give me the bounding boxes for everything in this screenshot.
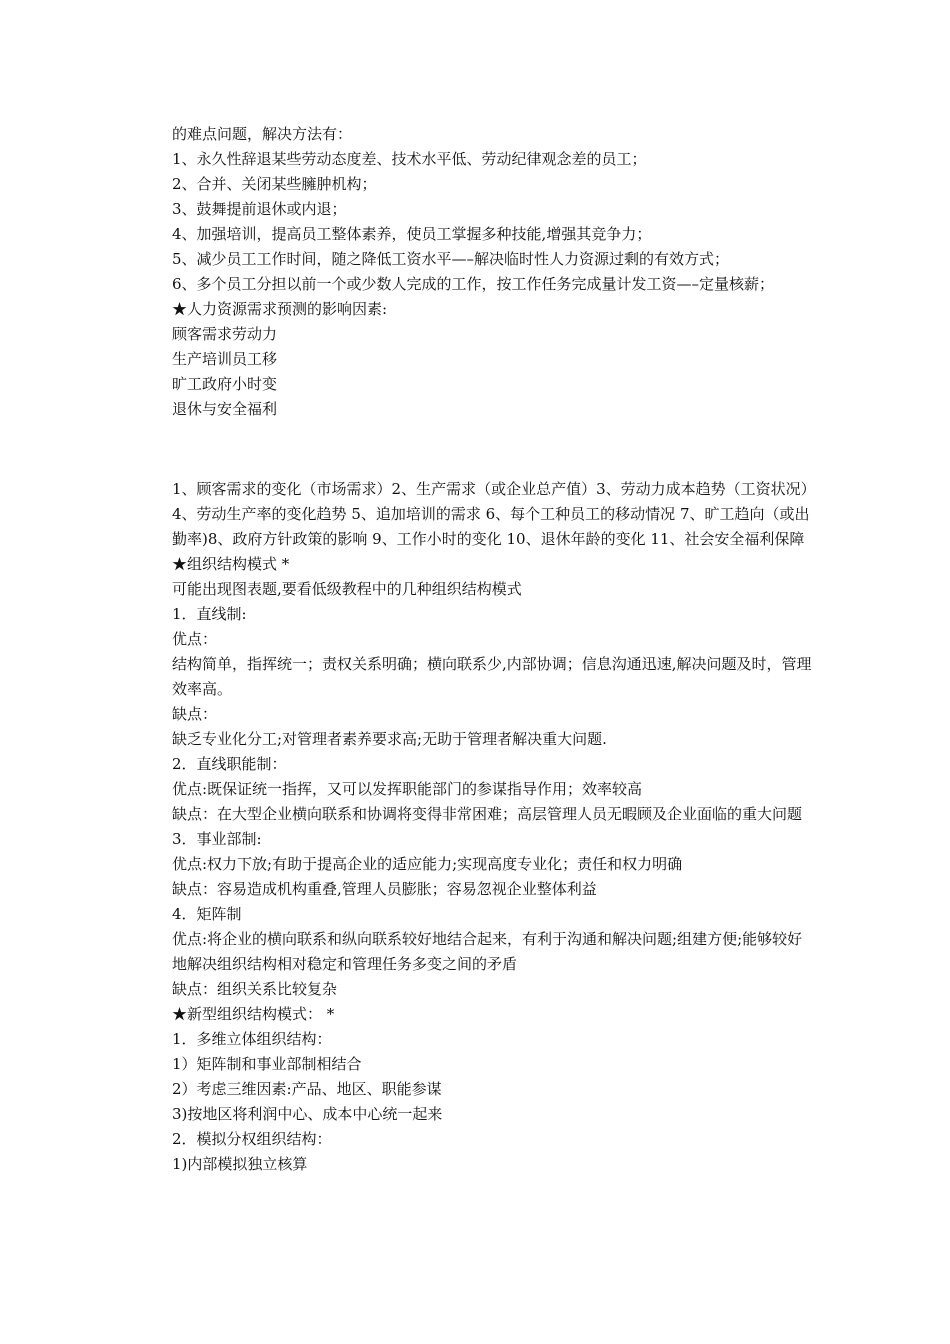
text-line: 2．模拟分权组织结构： bbox=[172, 1130, 332, 1148]
text-line: 5、减少员工工作时间，随之降低工资水平—–解决临时性人力资源过剩的有效方式； bbox=[172, 250, 730, 268]
paragraph: 1、顾客需求的变化（市场需求）2、生产需求（或企业总产值）3、劳动力成本趋势（工资状况）4、劳动生产率的变化趋势 5、追加培训的需求 6、每个工种员工的移动情况 7、旷工趋向（或出勤率)8、政府方针政策的影响 9、工作小时的变化 10、退休年龄的变化 11、社会安全福利保障 bbox=[172, 480, 810, 548]
text-line: 可能出现图表题,要看低级教程中的几种组织结构模式 bbox=[172, 580, 522, 598]
text-line: 3．事业部制: bbox=[172, 830, 262, 848]
text-line: 1．直线制: bbox=[172, 605, 247, 623]
paragraph: 结构简单，指挥统一；责权关系明确；横向联系少,内部协调；信息沟通迅速,解决问题及时，管理效率高。 bbox=[172, 655, 812, 698]
text-line: ★人力资源需求预测的影响因素: bbox=[172, 300, 388, 318]
document-page bbox=[172, 122, 812, 1177]
text-line: 生产培训员工移 bbox=[172, 350, 278, 368]
text-line: 旷工政府小时变 bbox=[172, 375, 278, 393]
text-line: 退休与安全福利 bbox=[172, 400, 278, 418]
text-line: 3)按地区将利润中心、成本中心统一起来 bbox=[172, 1105, 443, 1123]
text-line: ★组织结构模式 * bbox=[172, 555, 290, 573]
text-line: 优点:权力下放;有助于提高企业的适应能力;实现高度专业化；责任和权力明确 bbox=[172, 855, 683, 873]
text-line: 缺点：容易造成机构重叠,管理人员膨胀；容易忽视企业整体利益 bbox=[172, 880, 597, 898]
blank-line bbox=[172, 437, 812, 462]
text-line: 4、加强培训，提高员工整体素养，使员工掌握多种技能,增强其竞争力； bbox=[172, 225, 652, 243]
paragraph: 6、多个员工分担以前一个或少数人完成的工作，按工作任务完成量计发工资—–定量核薪； bbox=[172, 275, 775, 293]
text-line: 2、合并、关闭某些臃肿机构； bbox=[172, 175, 377, 193]
text-line: 1)内部模拟独立核算 bbox=[172, 1155, 308, 1173]
text-line: 的难点问题，解决方法有： bbox=[172, 125, 353, 143]
text-line: 顾客需求劳动力 bbox=[172, 325, 278, 343]
text-line: 缺乏专业化分工;对管理者素养要求高;无助于管理者解决重大问题. bbox=[172, 730, 607, 748]
paragraph: 优点:将企业的横向联系和纵向联系较好地结合起来，有利于沟通和解决问题;组建方便;能够较好地解决组织结构相对稳定和管理任务多变之间的矛盾 bbox=[172, 930, 803, 973]
text-line: 优点： bbox=[172, 630, 218, 648]
text-line: 2）考虑三维因素:产品、地区、职能参谋 bbox=[172, 1080, 442, 1098]
text-line: 优点:既保证统一指挥，又可以发挥职能部门的参谋指导作用；效率较高 bbox=[172, 780, 643, 798]
paragraph: 缺点：在大型企业横向联系和协调将变得非常困难；高层管理人员无暇顾及企业面临的重大问题 bbox=[172, 805, 803, 823]
text-line: ★新型组织结构模式： * bbox=[172, 1005, 335, 1023]
text-line: 4．矩阵制 bbox=[172, 905, 242, 923]
text-line: 1）矩阵制和事业部制相结合 bbox=[172, 1055, 362, 1073]
text-line: 缺点：组织关系比较复杂 bbox=[172, 980, 338, 998]
text-line: 2．直线职能制： bbox=[172, 755, 287, 773]
text-line: 缺点： bbox=[172, 705, 218, 723]
text-line: 3、鼓舞提前退休或内退； bbox=[172, 200, 347, 218]
text-line: 1、永久性辞退某些劳动态度差、技术水平低、劳动纪律观念差的员工； bbox=[172, 150, 647, 168]
text-line: 1．多维立体组织结构： bbox=[172, 1030, 332, 1048]
